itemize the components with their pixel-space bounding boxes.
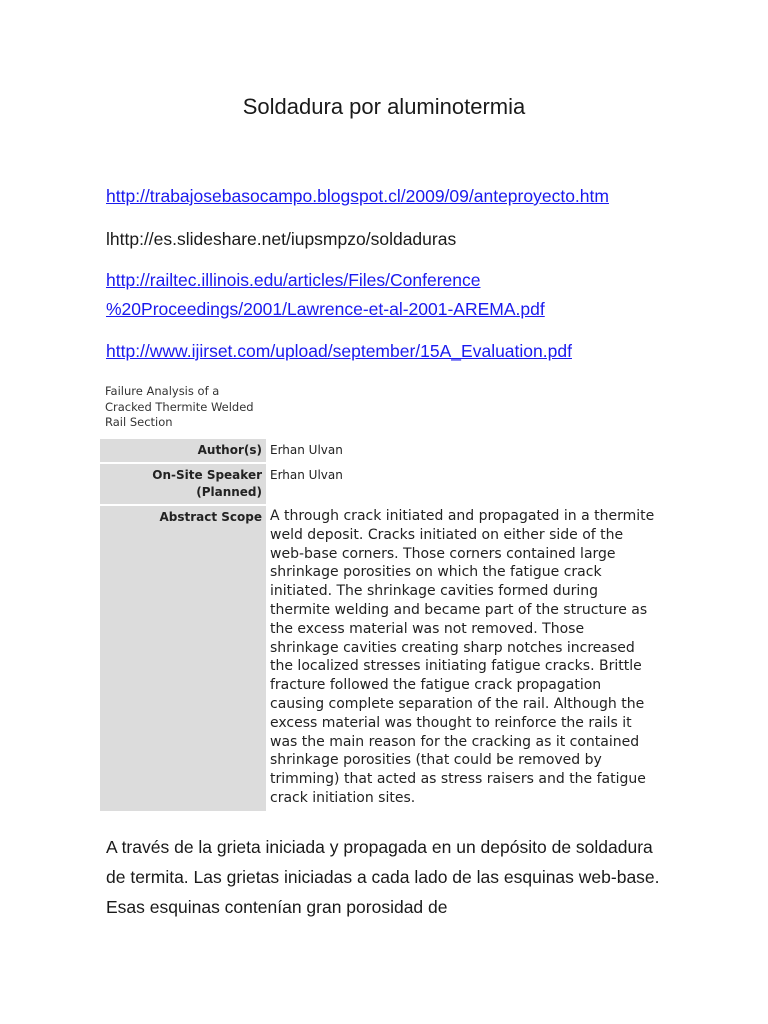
speaker-label: On-Site Speaker (Planned) <box>100 464 266 504</box>
speaker-value: Erhan Ulvan <box>270 468 343 482</box>
author-label: Author(s) <box>100 439 266 462</box>
abstract-label: Abstract Scope <box>100 506 266 811</box>
spanish-translation: A través de la grieta iniciada y propagada en un depósito de soldadura de termita. Las grietas iniciadas a cada lado de las esquinas web-base. Esas esquinas contenían gran porosidad de <box>106 837 660 917</box>
paper-info-table <box>100 437 660 813</box>
table-row-author <box>100 439 660 462</box>
page-title: Soldadura por aluminotermia <box>242 94 526 119</box>
paper-caption: Failure Analysis of a Cracked Thermite Welded Rail Section <box>105 384 254 429</box>
table-row-speaker <box>100 464 660 504</box>
table-row-abstract <box>100 506 660 811</box>
link-ijirset[interactable]: http://www.ijirset.com/upload/september/15A_Evaluation.pdf <box>106 341 572 361</box>
abstract-value: A through crack initiated and propagated in a thermite weld deposit. Cracks initiated on either side of the web-base corners. Those corners contained large shrinkage porosities on which the fatigue crack initiated. The shrinkage cavities formed during thermite welding and became part of the structure as the excess material was not removed. Those shrinkage cavities creating sharp notches increased the localized stresses initiating fatigue cracks. Brittle fracture followed the fatigue crack propagation causing complete separation of the rail. Although the excess material was thought to reinforce the rails it was the main reason for the cracking as it contained shrinkage porosities (that could be removed by trimming) that acted as stress raisers and the fatigue crack initiation sites. <box>270 508 655 806</box>
link-trabajosebasocampo[interactable]: http://trabajosebasocampo.blogspot.cl/2009/09/anteproyecto.htm <box>106 186 609 206</box>
slideshare-url-text: lhttp://es.slideshare.net/iupsmpzo/soldaduras <box>106 229 457 249</box>
link-railtec-line-1[interactable]: http://railtec.illinois.edu/articles/Files/Conference <box>106 270 481 290</box>
author-value: Erhan Ulvan <box>270 443 343 457</box>
link-railtec-line-2[interactable]: %20Proceedings/2001/Lawrence-et-al-2001-AREMA.pdf <box>106 299 545 319</box>
